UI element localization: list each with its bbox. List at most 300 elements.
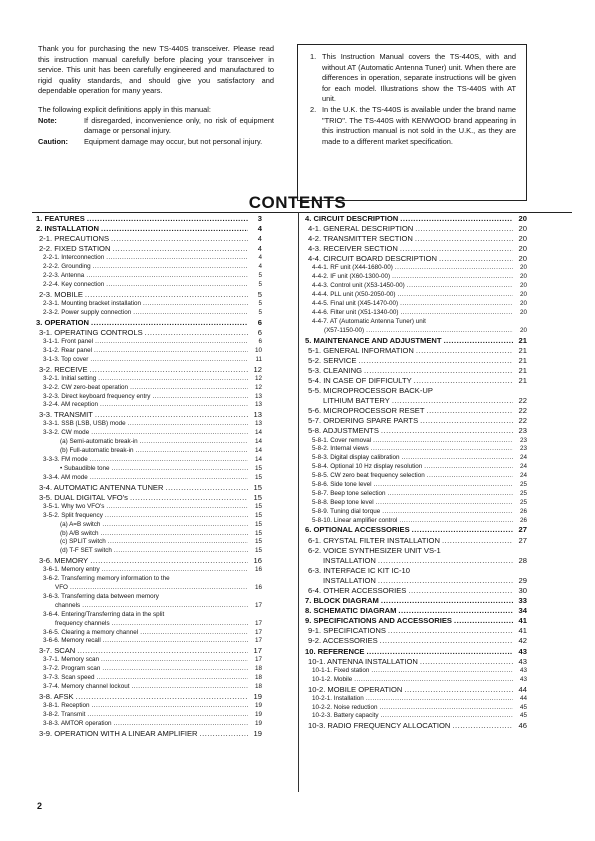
toc-entry-page: 15 <box>254 529 262 537</box>
toc-entry[interactable] <box>36 702 262 711</box>
toc-entry-label: LITHIUM BATTERY <box>323 396 390 406</box>
definitions-lead: The following explicit definitions apply in this manual: <box>38 104 211 114</box>
toc-entry[interactable] <box>36 692 262 702</box>
toc-entry[interactable] <box>305 626 527 636</box>
toc-entry-label: 3-3-4. AM mode <box>43 473 88 481</box>
toc-entry-page: 14 <box>254 455 262 463</box>
toc-entry-page: 20 <box>519 291 527 299</box>
toc-entry[interactable] <box>305 426 527 436</box>
toc-entry[interactable] <box>36 401 262 410</box>
toc-entry[interactable] <box>36 447 262 456</box>
toc-leader-dots <box>111 234 248 244</box>
toc-entry[interactable] <box>36 384 262 393</box>
toc-leader-dots <box>140 438 248 447</box>
toc-entry-page: 25 <box>519 480 527 488</box>
toc-leader-dots <box>145 328 248 338</box>
toc-entry[interactable] <box>305 616 527 626</box>
toc-leader-dots <box>133 309 248 318</box>
toc-entry[interactable] <box>36 547 262 556</box>
toc-entry[interactable] <box>305 244 527 254</box>
toc-entry[interactable] <box>305 712 527 721</box>
toc-leader-dots <box>367 647 513 657</box>
definition-caution <box>38 137 274 148</box>
toc-entry[interactable] <box>36 665 262 674</box>
toc-leader-dots <box>404 685 513 695</box>
column-divider <box>298 212 299 792</box>
toc-entry-label: 3-5-1. Why two VFO's <box>43 502 105 510</box>
toc-entry-page: 24 <box>519 454 527 462</box>
toc-entry-label: channels <box>55 601 81 609</box>
toc-entry-page: 20 <box>519 326 527 334</box>
toc-entry-label: 2-2-1. Interconnection <box>43 254 105 262</box>
toc-entry[interactable] <box>305 676 527 685</box>
toc-leader-dots <box>402 454 514 463</box>
toc-entry-label: 3-4. AUTOMATIC ANTENNA TUNER <box>39 482 164 492</box>
toc-entry-page: 19 <box>254 710 262 718</box>
toc-leader-dots <box>106 254 248 263</box>
toc-entry-page: 13 <box>254 401 262 409</box>
toc-leader-dots <box>416 346 513 356</box>
toc-leader-dots <box>395 264 513 273</box>
toc-entry[interactable] <box>305 647 527 657</box>
toc-entry-page: 21 <box>518 365 527 375</box>
toc-entry-page: 30 <box>518 586 527 595</box>
toc-entry[interactable] <box>305 396 527 406</box>
toc-entry-label: 3-3-2. CW mode <box>43 429 90 437</box>
toc-entry[interactable] <box>305 657 527 667</box>
toc-leader-dots <box>397 291 513 300</box>
toc-entry-label: 3-7-3. Scan speed <box>43 674 95 682</box>
toc-entry-label: 2. INSTALLATION <box>36 224 99 234</box>
toc-entry[interactable] <box>36 611 262 620</box>
toc-entry-page: 19 <box>254 719 262 727</box>
toc-entry-label: 10-1-2. Mobile <box>312 675 353 683</box>
toc-entry[interactable] <box>36 309 262 318</box>
toc-entry-label: 5-8-3. Digital display calibration <box>312 454 400 462</box>
toc-entry-label: 10-2. MOBILE OPERATION <box>308 684 403 694</box>
toc-entry-page: 14 <box>254 429 262 437</box>
toc-entry-page: 20 <box>519 282 527 290</box>
toc-entry[interactable] <box>36 347 262 356</box>
toc-leader-dots <box>90 474 248 483</box>
toc-leader-dots <box>381 596 513 606</box>
toc-right-column <box>305 214 527 731</box>
toc-leader-dots <box>442 536 513 546</box>
toc-entry[interactable] <box>305 376 527 386</box>
toc-leader-dots <box>366 695 513 704</box>
toc-entry-page: 13 <box>254 420 262 428</box>
toc-entry-label: 3-6-3. Transferring data between memory <box>43 592 159 600</box>
toc-entry-label: 3-1. OPERATING CONTROLS <box>39 327 143 337</box>
toc-entry-label: (a) A=B switch <box>60 520 101 528</box>
toc-entry-page: 33 <box>518 596 527 606</box>
toc-entry[interactable] <box>36 375 262 384</box>
toc-entry-label: 3-2-3. Direct keyboard frequency entry <box>43 392 151 400</box>
toc-entry-page: 22 <box>518 406 527 416</box>
toc-leader-dots <box>382 508 513 517</box>
toc-entry[interactable] <box>36 674 262 683</box>
toc-entry-label: 3-7-1. Memory scan <box>43 656 99 664</box>
toc-entry-page: 41 <box>518 626 527 636</box>
toc-entry-label: 3-7-2. Program scan <box>43 665 101 673</box>
toc-entry[interactable] <box>305 499 527 508</box>
toc-leader-dots <box>102 521 248 530</box>
toc-entry-label: 5-5. MICROPROCESSOR BACK-UP <box>308 386 433 396</box>
toc-entry[interactable] <box>36 356 262 365</box>
toc-leader-dots <box>400 244 513 254</box>
toc-entry-page: 15 <box>254 538 262 546</box>
toc-entry-label: 5-1. GENERAL INFORMATION <box>308 345 414 355</box>
toc-entry[interactable] <box>305 416 527 426</box>
toc-entry-page: 4 <box>257 224 262 234</box>
toc-entry[interactable] <box>305 517 527 526</box>
toc-entry-page: 12 <box>253 364 262 374</box>
toc-entry[interactable] <box>36 272 262 281</box>
toc-entry-page: 29 <box>518 575 527 585</box>
toc-entry-label: • Subaudible tone <box>60 464 110 472</box>
definition-note <box>38 116 274 137</box>
toc-entry-page: 14 <box>254 438 262 446</box>
toc-entry[interactable] <box>36 493 262 503</box>
toc-entry[interactable] <box>305 282 527 291</box>
toc-entry[interactable] <box>36 410 262 420</box>
toc-entry-label: 5-4. IN CASE OF DIFFICULTY <box>308 375 412 385</box>
toc-entry[interactable] <box>36 290 262 300</box>
toc-entry[interactable] <box>36 521 262 530</box>
toc-entry-page: 21 <box>518 355 527 365</box>
toc-entry-label: 5-2. SERVICE <box>308 355 357 365</box>
toc-entry-label: 6. OPTIONAL ACCESSORIES <box>305 525 410 535</box>
toc-leader-dots <box>90 356 248 365</box>
toc-entry-page: 5 <box>258 300 262 308</box>
toc-entry-page: 22 <box>518 416 527 426</box>
toc-entry[interactable] <box>305 556 527 566</box>
toc-leader-dots <box>415 224 513 234</box>
toc-entry[interactable] <box>36 556 262 566</box>
toc-entry[interactable] <box>305 463 527 472</box>
toc-entry-label: 10-1. ANTENNA INSTALLATION <box>308 656 418 666</box>
toc-entry[interactable] <box>305 437 527 446</box>
toc-entry-page: 23 <box>519 436 527 444</box>
toc-entry[interactable] <box>36 254 262 263</box>
toc-entry-label: 5-3. CLEANING <box>308 365 363 375</box>
intro-text <box>38 44 274 147</box>
toc-entry-page: 24 <box>519 463 527 471</box>
toc-entry[interactable] <box>36 338 262 347</box>
toc-entry-label: 2-2-4. Key connection <box>43 281 105 289</box>
toc-leader-dots <box>378 576 513 586</box>
toc-entry[interactable] <box>36 503 262 512</box>
intro-paragraph: Thank you for purchasing the new TS-440S transceiver. Please read this instruction manual carefully before placing your transceiver in service. This unit has been carefully engineered and manufactured to rigid quality standards, and should give you satisfactory and dependable operation for many years. <box>38 44 274 96</box>
toc-entry[interactable] <box>36 593 262 602</box>
toc-entry[interactable] <box>36 683 262 692</box>
toc-entry-label: 10-2-2. Noise reduction <box>312 703 378 711</box>
toc-leader-dots <box>426 406 513 416</box>
toc-entry-page: 15 <box>253 492 262 502</box>
toc-leader-dots <box>91 429 248 438</box>
toc-entry-label: 4-3. RECEIVER SECTION <box>308 244 398 254</box>
note-text: In the U.K. the TS-440S is available under the brand name "TRIO". The TS-440S with KENWOOD brand appearing in this instruction manual is not sold in the U.K., as they are made to a different market specification. <box>322 104 516 146</box>
toc-entry-page: 44 <box>518 684 527 694</box>
toc-entry[interactable] <box>305 566 527 576</box>
toc-entry-label: 4. CIRCUIT DESCRIPTION <box>305 214 399 223</box>
toc-entry-label: 5-8. ADJUSTMENTS <box>308 426 379 436</box>
toc-entry[interactable] <box>305 525 527 535</box>
toc-entry[interactable] <box>305 264 527 273</box>
toc-entry-page: 15 <box>254 520 262 528</box>
toc-entry[interactable] <box>305 273 527 282</box>
toc-entry[interactable] <box>36 438 262 447</box>
toc-entry-page: 15 <box>254 502 262 510</box>
toc-entry[interactable] <box>305 606 527 616</box>
toc-entry-page: 17 <box>254 628 262 636</box>
toc-entry-label: 3-3-3. FM mode <box>43 455 88 463</box>
toc-entry-label: 3-6. MEMORY <box>39 556 89 566</box>
toc-entry[interactable] <box>36 465 262 474</box>
toc-entry-page: 15 <box>254 473 262 481</box>
note-text: This Instruction Manual covers the TS-440S, with and without AT (Automatic Antenna Tuner) unit. When there are differences in operation, separate instructions will be given for each model. Illustrations show the TS-440S with AT unit. <box>322 52 516 104</box>
toc-entry[interactable] <box>36 512 262 521</box>
toc-entry[interactable] <box>305 636 527 646</box>
toc-entry[interactable] <box>36 456 262 465</box>
toc-entry-label: 5-8-10. Linear amplifier control <box>312 516 398 524</box>
toc-leader-dots <box>165 483 248 493</box>
contents-heading: CONTENTS <box>248 193 347 212</box>
toc-entry-label: 3-9. OPERATION WITH A LINEAR AMPLIFIER <box>39 728 198 738</box>
toc-entry[interactable] <box>305 695 527 704</box>
toc-leader-dots <box>400 300 513 309</box>
toc-entry[interactable] <box>36 318 262 328</box>
toc-entry-page: 17 <box>254 601 262 609</box>
toc-entry[interactable] <box>305 318 527 327</box>
toc-entry[interactable] <box>305 490 527 499</box>
toc-entry[interactable] <box>305 481 527 490</box>
toc-entry[interactable] <box>305 291 527 300</box>
toc-entry[interactable] <box>305 685 527 695</box>
toc-entry-page: 45 <box>519 703 527 711</box>
toc-leader-dots <box>358 356 513 366</box>
toc-leader-dots <box>96 674 248 683</box>
toc-entry[interactable] <box>36 566 262 575</box>
toc-entry[interactable] <box>36 420 262 429</box>
toc-entry[interactable] <box>305 406 527 416</box>
toc-entry-page: 26 <box>519 516 527 524</box>
toc-entry[interactable] <box>36 602 262 611</box>
toc-entry-label: 3-7. SCAN <box>39 646 76 656</box>
toc-entry[interactable] <box>36 393 262 402</box>
toc-entry[interactable] <box>36 429 262 438</box>
toc-entry-page: 13 <box>254 392 262 400</box>
toc-entry[interactable] <box>305 536 527 546</box>
toc-entry-label: 2-3-2. Power supply connection <box>43 308 132 316</box>
toc-entry[interactable] <box>305 596 527 606</box>
toc-entry[interactable] <box>305 346 527 356</box>
toc-entry[interactable] <box>36 328 262 338</box>
toc-entry[interactable] <box>305 576 527 586</box>
toc-entry[interactable] <box>36 281 262 290</box>
toc-leader-dots <box>415 234 513 244</box>
toc-leader-dots <box>87 711 248 720</box>
toc-entry-label: (X57-1150-00) <box>324 326 365 334</box>
toc-leader-dots <box>86 272 248 281</box>
definition-term: Note: <box>38 115 57 125</box>
toc-entry[interactable] <box>305 234 527 244</box>
toc-leader-dots <box>152 393 248 402</box>
toc-entry[interactable] <box>36 629 262 638</box>
toc-entry-page: 20 <box>519 308 527 316</box>
toc-entry-label: 9-1. SPECIFICATIONS <box>308 626 386 636</box>
toc-entry[interactable] <box>36 720 262 729</box>
toc-entry-label: 10-3. RADIO FREQUENCY ALLOCATION <box>308 721 451 731</box>
toc-leader-dots <box>376 499 513 508</box>
toc-leader-dots <box>114 547 248 556</box>
toc-entry-label: 2-3. MOBILE <box>39 289 83 299</box>
toc-entry-page: 6 <box>257 317 262 327</box>
toc-entry[interactable] <box>305 224 527 234</box>
toc-entry[interactable] <box>36 530 262 539</box>
toc-entry-label: VFO <box>55 584 68 592</box>
toc-entry[interactable] <box>36 263 262 272</box>
toc-leader-dots <box>90 556 248 566</box>
toc-entry[interactable] <box>36 234 262 244</box>
toc-entry[interactable] <box>36 584 262 593</box>
toc-entry[interactable] <box>36 300 262 309</box>
toc-leader-dots <box>94 347 248 356</box>
toc-leader-dots <box>388 490 513 499</box>
toc-entry-label: 9. SPECIFICATIONS AND ACCESSORIES <box>305 616 452 626</box>
toc-leader-dots <box>439 254 513 264</box>
toc-leader-dots <box>130 493 248 503</box>
toc-entry[interactable] <box>36 214 262 224</box>
toc-entry-page: 20 <box>518 244 527 254</box>
toc-entry[interactable] <box>305 445 527 454</box>
toc-entry-page: 20 <box>518 214 527 223</box>
toc-leader-dots <box>364 366 513 376</box>
toc-entry[interactable] <box>36 474 262 483</box>
toc-entry[interactable] <box>305 721 527 731</box>
toc-entry[interactable] <box>305 454 527 463</box>
toc-entry[interactable] <box>305 254 527 264</box>
toc-entry[interactable] <box>305 546 527 556</box>
toc-entry[interactable] <box>305 386 527 396</box>
toc-entry[interactable] <box>305 508 527 517</box>
toc-entry-page: 20 <box>519 273 527 281</box>
toc-leader-dots <box>373 437 513 446</box>
toc-entry-page: 21 <box>518 335 527 345</box>
toc-entry-page: 18 <box>254 665 262 673</box>
toc-entry-page: 5 <box>258 281 262 289</box>
toc-leader-dots <box>93 263 248 272</box>
toc-entry[interactable] <box>305 336 527 346</box>
toc-entry[interactable] <box>36 729 262 739</box>
toc-leader-dots <box>130 384 248 393</box>
toc-entry-page: 20 <box>519 264 527 272</box>
toc-entry-label: 2-3-1. Mounting bracket installation <box>43 300 142 308</box>
toc-entry-page: 28 <box>518 555 527 565</box>
toc-entry[interactable] <box>36 538 262 547</box>
toc-entry[interactable] <box>305 472 527 481</box>
toc-entry-page: 16 <box>254 566 262 574</box>
toc-entry[interactable] <box>36 646 262 656</box>
toc-entry[interactable] <box>36 637 262 646</box>
toc-entry-page: 5 <box>258 272 262 280</box>
toc-entry-label: 8. SCHEMATIC DIAGRAM <box>305 606 397 616</box>
toc-entry-page: 19 <box>254 702 262 710</box>
toc-leader-dots <box>85 290 248 300</box>
toc-entry-page: 15 <box>253 482 262 492</box>
toc-leader-dots <box>128 420 248 429</box>
toc-entry[interactable] <box>305 300 527 309</box>
toc-entry-label: 5-8-1. Cover removal <box>312 436 372 444</box>
toc-entry-label: 3-6-4. Entering/Transferring data in the split <box>43 610 165 618</box>
toc-entry-label: 6-3. INTERFACE IC KIT IC-10 <box>308 565 410 575</box>
toc-entry[interactable] <box>305 356 527 366</box>
toc-leader-dots <box>112 620 248 629</box>
toc-entry-page: 25 <box>519 489 527 497</box>
toc-entry-label: 3-1-2. Rear panel <box>43 346 93 354</box>
toc-entry-label: 5-8-6. Side tone level <box>312 480 372 488</box>
toc-entry-page: 44 <box>519 694 527 702</box>
toc-entry-page: 43 <box>518 656 527 666</box>
toc-leader-dots <box>200 729 248 739</box>
note-item <box>310 105 516 147</box>
toc-entry-label: 5. MAINTENANCE AND ADJUSTMENT <box>305 335 442 345</box>
toc-leader-dots <box>392 273 513 282</box>
toc-entry-label: 10-2-3. Battery capacity <box>312 712 379 720</box>
toc-entry[interactable] <box>36 483 262 493</box>
toc-entry[interactable] <box>305 704 527 713</box>
toc-entry[interactable] <box>305 327 527 336</box>
toc-entry-page: 27 <box>518 535 527 545</box>
toc-entry[interactable] <box>36 656 262 665</box>
toc-entry-page: 6 <box>258 338 262 345</box>
toc-leader-dots <box>399 517 513 526</box>
toc-leader-dots <box>103 637 248 646</box>
toc-entry-page: 4 <box>257 234 262 244</box>
toc-entry-page: 20 <box>518 254 527 264</box>
toc-entry-label: 3-6-5. Clearing a memory channel <box>43 628 139 636</box>
note-number: 2. <box>310 104 317 114</box>
toc-entry[interactable] <box>36 224 262 234</box>
note-number: 1. <box>310 52 317 61</box>
toc-leader-dots <box>95 410 248 420</box>
toc-leader-dots <box>371 667 513 676</box>
toc-entry[interactable] <box>36 244 262 254</box>
toc-entry-label: 3-3. TRANSMIT <box>39 410 93 420</box>
toc-entry-label: 3-2. RECEIVE <box>39 364 88 374</box>
toc-entry-label: 9-2. ACCESSORIES <box>308 636 378 646</box>
toc-entry-label: 6-2. VOICE SYNTHESIZER UNIT VS-1 <box>308 545 441 555</box>
toc-entry[interactable] <box>36 365 262 375</box>
toc-entry[interactable] <box>36 620 262 629</box>
toc-leader-dots <box>102 665 248 674</box>
toc-entry-label: 2-1. PRECAUTIONS <box>39 234 110 244</box>
toc-entry-label: 3-5-2. Split frequency <box>43 511 103 519</box>
toc-entry[interactable] <box>36 575 262 584</box>
toc-entry[interactable] <box>305 309 527 318</box>
toc-leader-dots <box>106 281 248 290</box>
toc-entry[interactable] <box>305 366 527 376</box>
toc-entry[interactable] <box>305 667 527 676</box>
toc-leader-dots <box>82 602 248 611</box>
toc-entry[interactable] <box>36 711 262 720</box>
toc-leader-dots <box>379 704 513 713</box>
toc-entry-label: 5-8-4. Optional 10 Hz display resolution <box>312 463 423 471</box>
toc-leader-dots <box>90 365 248 375</box>
toc-entry[interactable] <box>305 214 527 224</box>
toc-entry[interactable] <box>305 586 527 596</box>
toc-entry-label: 4-4-6. Filter unit (X51-1340-00) <box>312 308 399 316</box>
